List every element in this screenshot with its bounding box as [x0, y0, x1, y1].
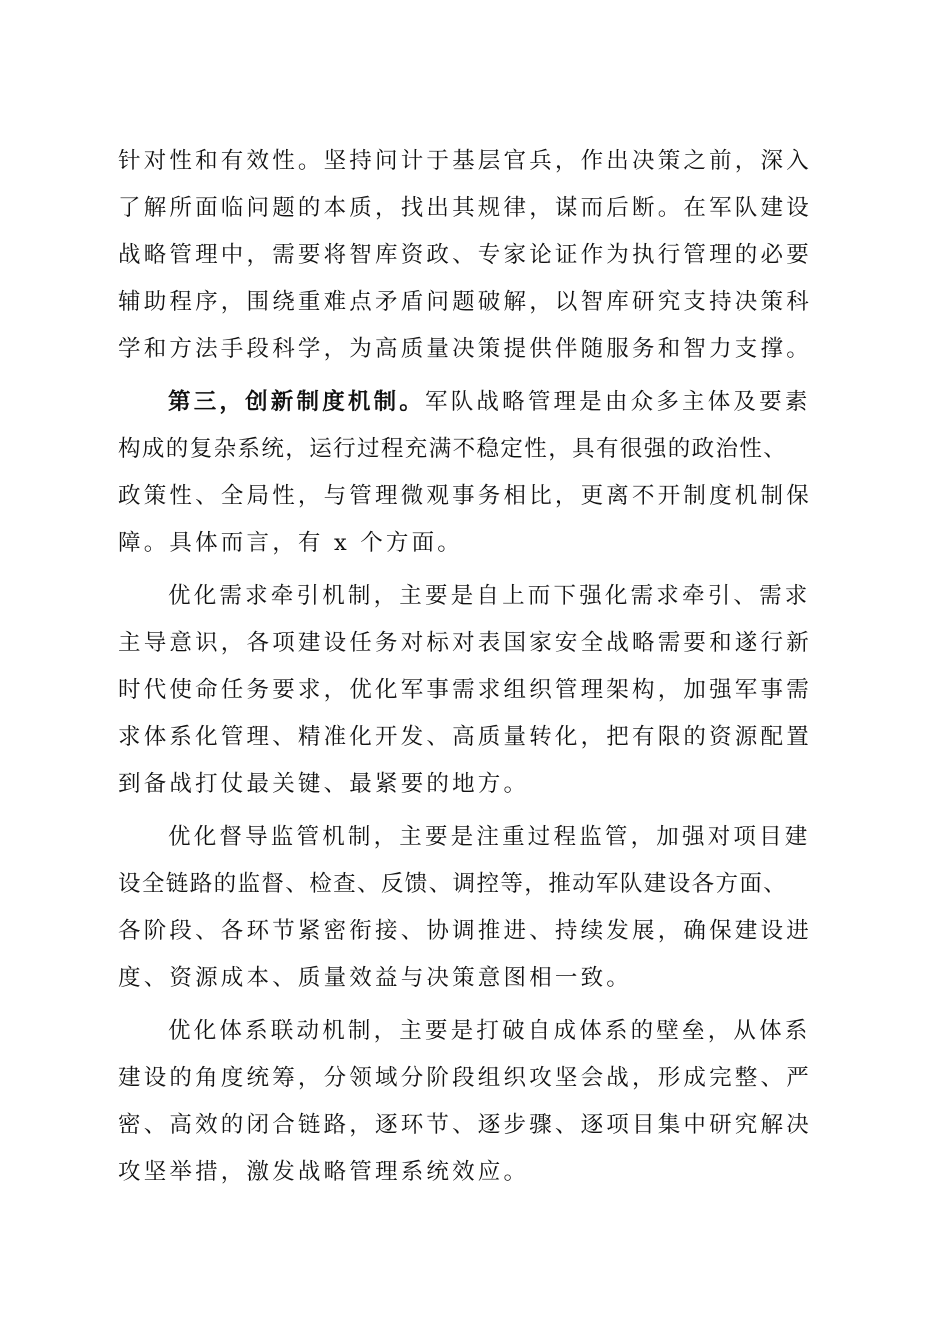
document-body — [118, 138, 840, 1196]
text-line: 辅助程序，围绕重难点矛盾问题破解，以智库研究支持决策科 — [118, 289, 812, 315]
text-line: 构成的复杂系统，运行过程充满不稳定性，具有很强的政治性、 — [118, 436, 788, 462]
text-line: 度、资源成本、质量效益与决策意图相一致。 — [118, 965, 633, 991]
text-line: 障。具体而言，有 x 个方面。 — [118, 530, 463, 556]
paragraph-3 — [118, 573, 840, 808]
text-line: 求体系化管理、精准化开发、高质量转化，把有限的资源配置 — [118, 724, 812, 750]
section-heading: 第三，创新制度机制。 — [168, 389, 426, 415]
text-line: 时代使命任务要求，优化军事需求组织管理架构，加强军事需 — [118, 677, 812, 703]
text-line: 建设的角度统筹，分领域分阶段组织攻坚会战，形成完整、严 — [118, 1065, 812, 1091]
text-line: 优化督导监管机制，主要是注重过程监管，加强对项目建 — [168, 824, 811, 850]
text-line: 优化需求牵引机制，主要是自上而下强化需求牵引、需求 — [168, 583, 811, 609]
text-line: 攻坚举措，激发战略管理系统效应。 — [118, 1159, 530, 1185]
text-line: 政策性、全局性，与管理微观事务相比，更离不开制度机制保 — [118, 483, 812, 509]
text-line: 针对性和有效性。坚持问计于基层官兵，作出决策之前，深入 — [118, 148, 812, 174]
paragraph-2 — [118, 379, 840, 567]
paragraph-4 — [118, 814, 840, 1002]
paragraph-1 — [118, 138, 840, 373]
text-line: 到备战打仗最关键、最紧要的地方。 — [118, 771, 530, 797]
text-line: 优化体系联动机制，主要是打破自成体系的壁垒，从体系 — [168, 1018, 811, 1044]
text-line — [118, 379, 840, 426]
text-run: 军队战略管理是由众多主体及要素 — [425, 389, 811, 415]
text-line: 主导意识，各项建设任务对标对表国家安全战略需要和遂行新 — [118, 630, 812, 656]
text-line: 战略管理中，需要将智库资政、专家论证作为执行管理的必要 — [118, 242, 812, 268]
text-line: 学和方法手段科学，为高质量决策提供伴随服务和智力支撑。 — [118, 336, 812, 362]
paragraph-5 — [118, 1008, 840, 1196]
text-line: 设全链路的监督、检查、反馈、调控等，推动军队建设各方面、 — [118, 871, 788, 897]
text-line: 各阶段、各环节紧密衔接、协调推进、持续发展，确保建设进 — [118, 918, 812, 944]
text-line: 了解所面临问题的本质，找出其规律，谋而后断。在军队建设 — [118, 195, 812, 221]
text-line: 密、高效的闭合链路，逐环节、逐步骤、逐项目集中研究解决 — [118, 1112, 812, 1138]
